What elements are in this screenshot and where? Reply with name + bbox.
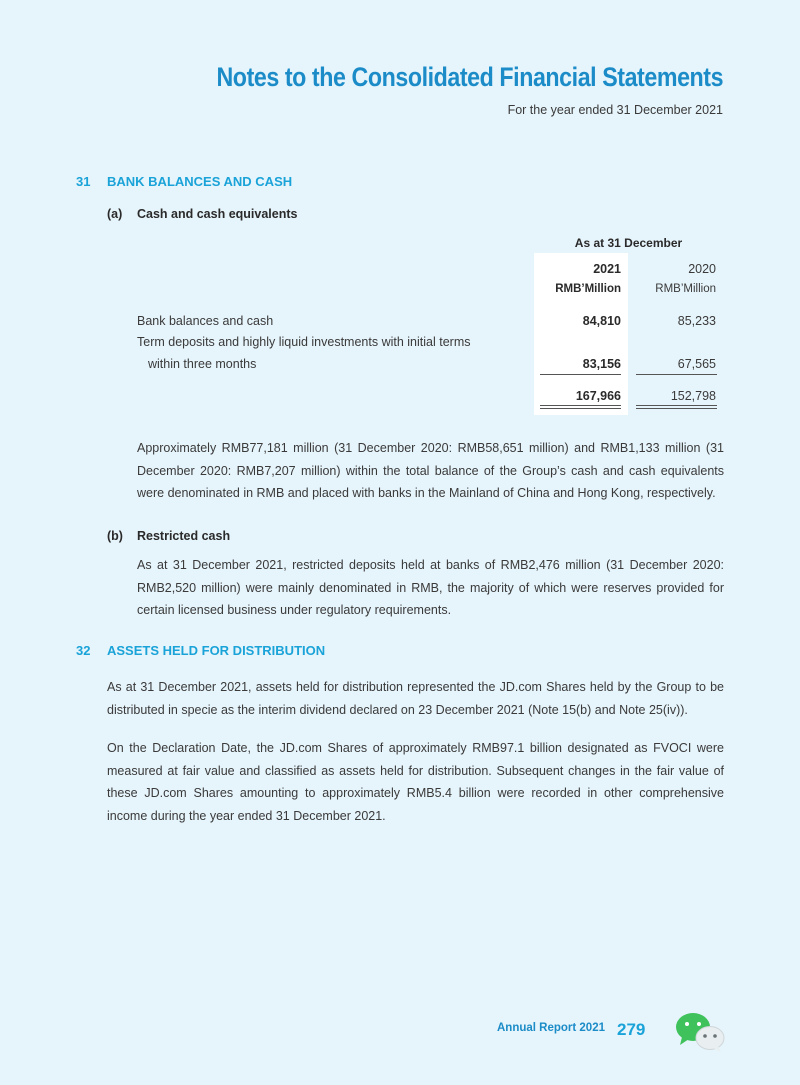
table-total: 167,966: [575, 389, 621, 403]
table-row-label-continued: within three months: [148, 357, 257, 371]
subsection-label: (a): [107, 207, 123, 221]
column-header-unit: RMB’Million: [655, 283, 716, 295]
subsection-title: Cash and cash equivalents: [137, 207, 298, 221]
table-row-label: Bank balances and cash: [137, 314, 274, 328]
subsection-label: (b): [107, 529, 123, 543]
table-cell: 85,233: [677, 314, 716, 328]
column-header-unit: RMB’Million: [555, 283, 621, 295]
section-title: BANK BALANCES AND CASH: [107, 174, 293, 189]
column-header-year: 2020: [688, 262, 716, 276]
table-total: 152,798: [670, 389, 716, 403]
page-number: 279: [617, 1020, 646, 1039]
page-subtitle: For the year ended 31 December 2021: [507, 103, 723, 117]
table-group-header: As at 31 December: [574, 236, 683, 250]
page-title: Notes to the Consolidated Financial Statements: [216, 62, 723, 92]
table-row-label: Term deposits and highly liquid investments with initial terms: [137, 335, 471, 349]
total-double-rule: [636, 405, 717, 409]
cash-equivalents-note: Approximately RMB77,181 million (31 December 2020: RMB58,651 million) and RMB1,133 million (31 December 2020: RMB7,207 million) within the total balance of the Group’s cash and cash equivalents were denominated in RMB and placed with banks in the Mainland of China and Hong Kong, respectively.: [137, 441, 724, 500]
assets-paragraph: On the Declaration Date, the JD.com Shares of approximately RMB97.1 billion designated as FVOCI were measured at fair value and classified as assets held for distribution. Subsequent changes in the fair value of these JD.com Shares amounting to approximately RMB5.4 billion were recorded in other comprehensive income during the year ended 31 December 2021.: [107, 741, 724, 823]
restricted-cash-text: As at 31 December 2021, restricted deposits held at banks of RMB2,476 million (31 December 2020: RMB2,520 million) were mainly denominated in RMB, the majority of which were reserves provided for certain licensed business under regulatory requirements.: [137, 558, 724, 617]
table-cell: 83,156: [582, 357, 621, 371]
total-double-rule: [540, 405, 621, 409]
table-cell: 84,810: [582, 314, 621, 328]
wechat-icon: [674, 1011, 726, 1053]
section-number: 32: [76, 643, 91, 658]
subtotal-rule: [540, 374, 621, 375]
table-cell: 67,565: [677, 357, 716, 371]
subtotal-rule: [636, 374, 717, 375]
assets-paragraph: As at 31 December 2021, assets held for distribution represented the JD.com Shares held by the Group to be distributed in specie as the interim dividend declared on 23 December 2021 (Note 15(b) and Note 25(iv)).: [107, 680, 724, 717]
section-title: ASSETS HELD FOR DISTRIBUTION: [107, 643, 326, 658]
subsection-title: Restricted cash: [137, 529, 231, 543]
footer-report-label: Annual Report 2021: [497, 1022, 605, 1034]
section-number: 31: [76, 174, 91, 189]
column-header-year: 2021: [593, 262, 621, 276]
